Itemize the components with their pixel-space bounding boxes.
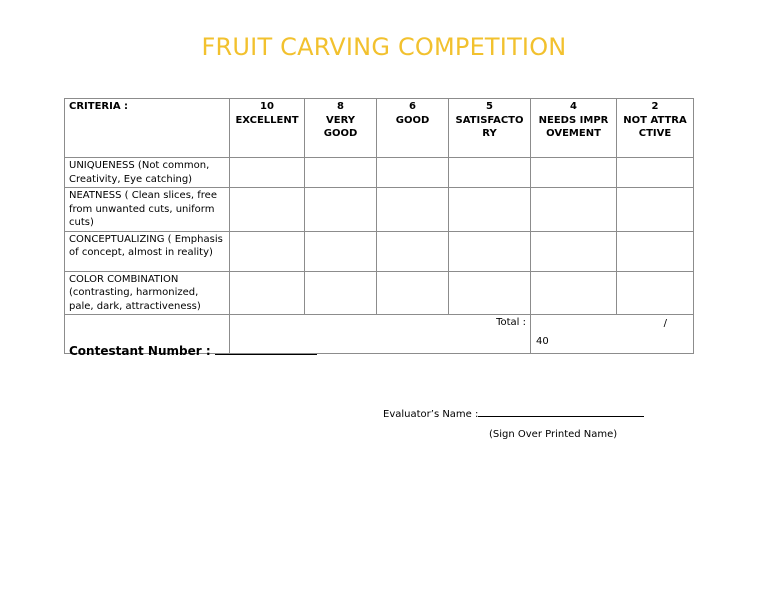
score-cell[interactable]: [531, 231, 617, 271]
total-slash: /: [663, 318, 667, 329]
total-max: 40: [536, 336, 549, 347]
evaluator-name-label: Evaluator’s Name :: [383, 409, 479, 420]
score-column-header: [617, 99, 694, 158]
evaluator-name-line[interactable]: [478, 407, 644, 417]
total-score-cell[interactable]: [531, 315, 694, 354]
criteria-label: COLOR COMBINATION (contrasting, harmonized, pale, dark, attractiveness): [65, 271, 230, 315]
score-cell[interactable]: [531, 188, 617, 232]
score-column-header: [230, 99, 305, 158]
sign-caption: (Sign Over Printed Name): [489, 429, 618, 440]
score-column-header: [449, 99, 531, 158]
score-cell[interactable]: [449, 231, 531, 271]
header-row: [65, 99, 694, 158]
page-title: FRUIT CARVING COMPETITION: [201, 33, 567, 61]
contestant-number-label: Contestant Number :: [69, 344, 211, 358]
score-value: 6: [409, 101, 416, 112]
score-label: VERY GOOD: [323, 114, 358, 139]
scoring-table: [64, 98, 694, 354]
score-cell[interactable]: [377, 158, 449, 188]
criteria-label: CONCEPTUALIZING ( Emphasis of concept, almost in reality): [65, 231, 230, 271]
score-value: 2: [651, 101, 659, 112]
score-label: NOT ATTRACTIVE: [623, 114, 687, 139]
total-label: Total :: [230, 315, 531, 354]
score-cell[interactable]: [449, 271, 531, 315]
evaluator-name-field: [383, 407, 644, 420]
score-cell[interactable]: [531, 158, 617, 188]
score-cell[interactable]: [617, 231, 694, 271]
score-cell[interactable]: [377, 231, 449, 271]
criteria-label: NEATNESS ( Clean slices, free from unwanted cuts, uniform cuts): [65, 188, 230, 232]
score-cell[interactable]: [230, 188, 305, 232]
criteria-row: [65, 271, 694, 315]
score-cell[interactable]: [230, 231, 305, 271]
criteria-label: UNIQUENESS (Not common, Creativity, Eye catching): [65, 158, 230, 188]
score-cell[interactable]: [617, 271, 694, 315]
score-cell[interactable]: [377, 271, 449, 315]
score-cell[interactable]: [305, 188, 377, 232]
score-cell[interactable]: [230, 271, 305, 315]
score-value: 5: [486, 101, 493, 112]
contestant-number-line[interactable]: [215, 343, 317, 355]
score-label: GOOD: [395, 114, 430, 126]
criteria-row: [65, 231, 694, 271]
criteria-row: [65, 188, 694, 232]
score-label: NEEDS IMPROVEMENT: [538, 114, 609, 139]
score-label: EXCELLENT: [235, 114, 299, 126]
score-value: 10: [260, 101, 274, 112]
score-column-header: [305, 99, 377, 158]
score-value: 8: [337, 101, 344, 112]
score-column-header: [531, 99, 617, 158]
score-cell[interactable]: [617, 188, 694, 232]
criteria-row: [65, 158, 694, 188]
score-value: 4: [570, 101, 577, 112]
score-cell[interactable]: [449, 158, 531, 188]
score-label: SATISFACTORY: [455, 114, 524, 139]
score-cell[interactable]: [617, 158, 694, 188]
score-cell[interactable]: [531, 271, 617, 315]
score-cell[interactable]: [305, 231, 377, 271]
criteria-header: CRITERIA :: [65, 99, 230, 158]
score-column-header: [377, 99, 449, 158]
contestant-number-field: [69, 343, 317, 358]
score-cell[interactable]: [377, 188, 449, 232]
score-cell[interactable]: [230, 158, 305, 188]
score-cell[interactable]: [449, 188, 531, 232]
score-cell[interactable]: [305, 271, 377, 315]
score-cell[interactable]: [305, 158, 377, 188]
